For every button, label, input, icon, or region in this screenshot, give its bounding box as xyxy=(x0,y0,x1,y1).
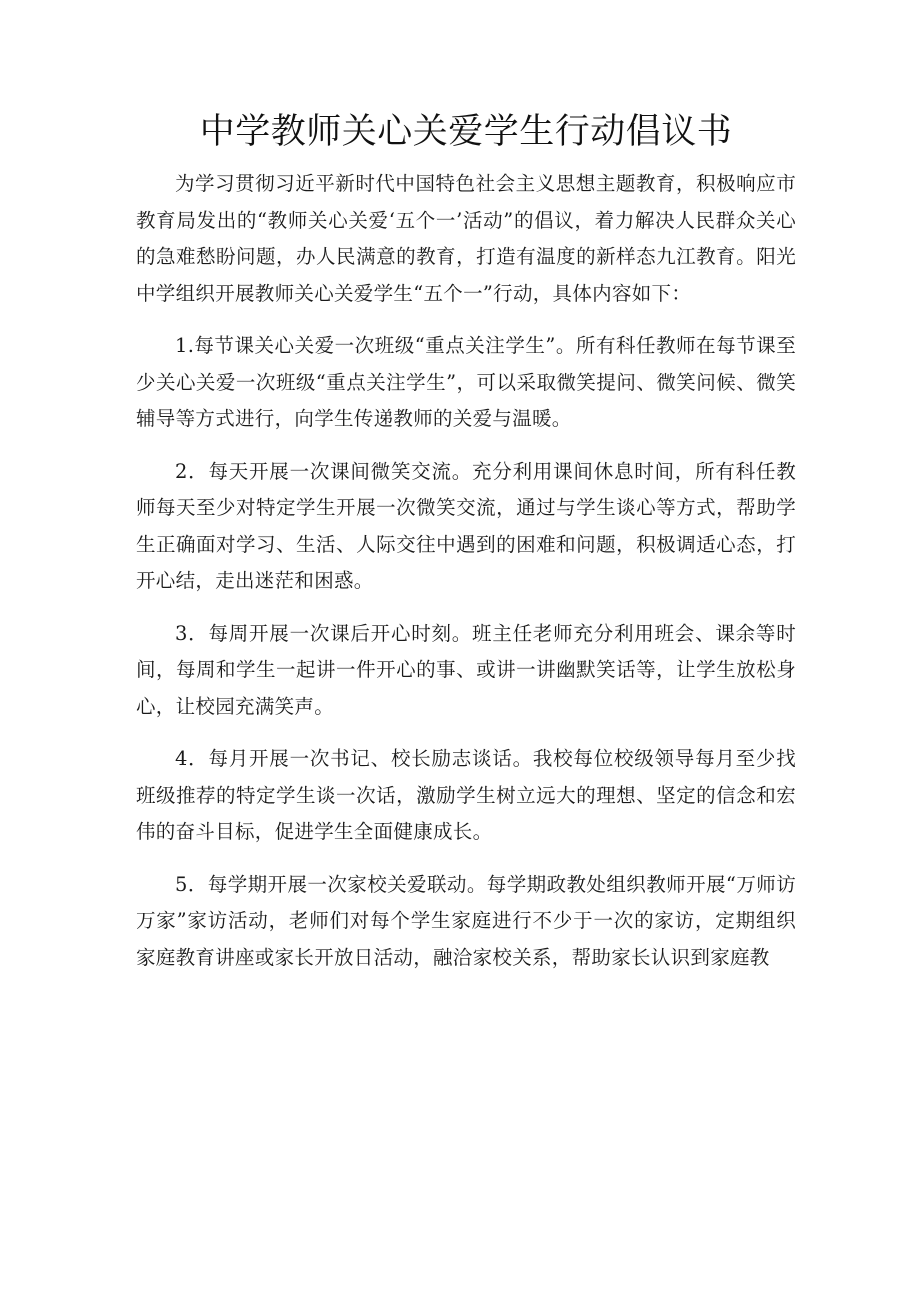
paragraph-item-3: 3．每周开展一次课后开心时刻。班主任老师充分利用班会、课余等时间，每周和学生一起讲一件开心的事、或讲一讲幽默笑话等，让学生放松身心，让校园充满笑声。 xyxy=(136,621,796,718)
document-title: 中学教师关心关爱学生行动倡议书 xyxy=(199,112,733,152)
paragraph-item-4: 4．每月开展一次书记、校长励志谈话。我校每位校级领导每月至少找班级推荐的特定学生谈一次话，激励学生树立远大的理想、坚定的信念和宏伟的奋斗目标，促进学生全面健康成长。 xyxy=(136,747,796,843)
paragraph-item-1: 1.每节课关心关爱一次班级“重点关注学生”。所有科任教师在每节课至少关心关爱一次班级“重点关注学生”，可以采取微笑提问、微笑问候、微笑辅导等方式进行，向学生传递教师的关爱与温暖。 xyxy=(136,334,796,430)
paragraph-intro: 为学习贯彻习近平新时代中国特色社会主义思想主题教育，积极响应市教育局发出的“教师关心关爱‘五个一’活动”的倡议，着力解决人民群众关心的急难愁盼问题，办人民满意的教育，打造有温度的新样态九江教育。阳光中学组织开展教师关心关爱学生“五个一”行动，具体内容如下： xyxy=(136,172,796,305)
paragraph-item-2: 2．每天开展一次课间微笑交流。充分利用课间休息时间，所有科任教师每天至少对特定学生开展一次微笑交流，通过与学生谈心等方式，帮助学生正确面对学习、生活、人际交往中遇到的困难和问题，积极调适心态，打开心结，走出迷茫和困惑。 xyxy=(136,459,796,592)
document-body xyxy=(136,166,796,976)
paragraph-item-5: 5．每学期开展一次家校关爱联动。每学期政教处组织教师开展“万师访万家”家访活动，老师们对每个学生家庭进行不少于一次的家访，定期组织家庭教育讲座或家长开放日活动，融洽家校关系，帮助家长认识到家庭教 xyxy=(136,872,796,969)
